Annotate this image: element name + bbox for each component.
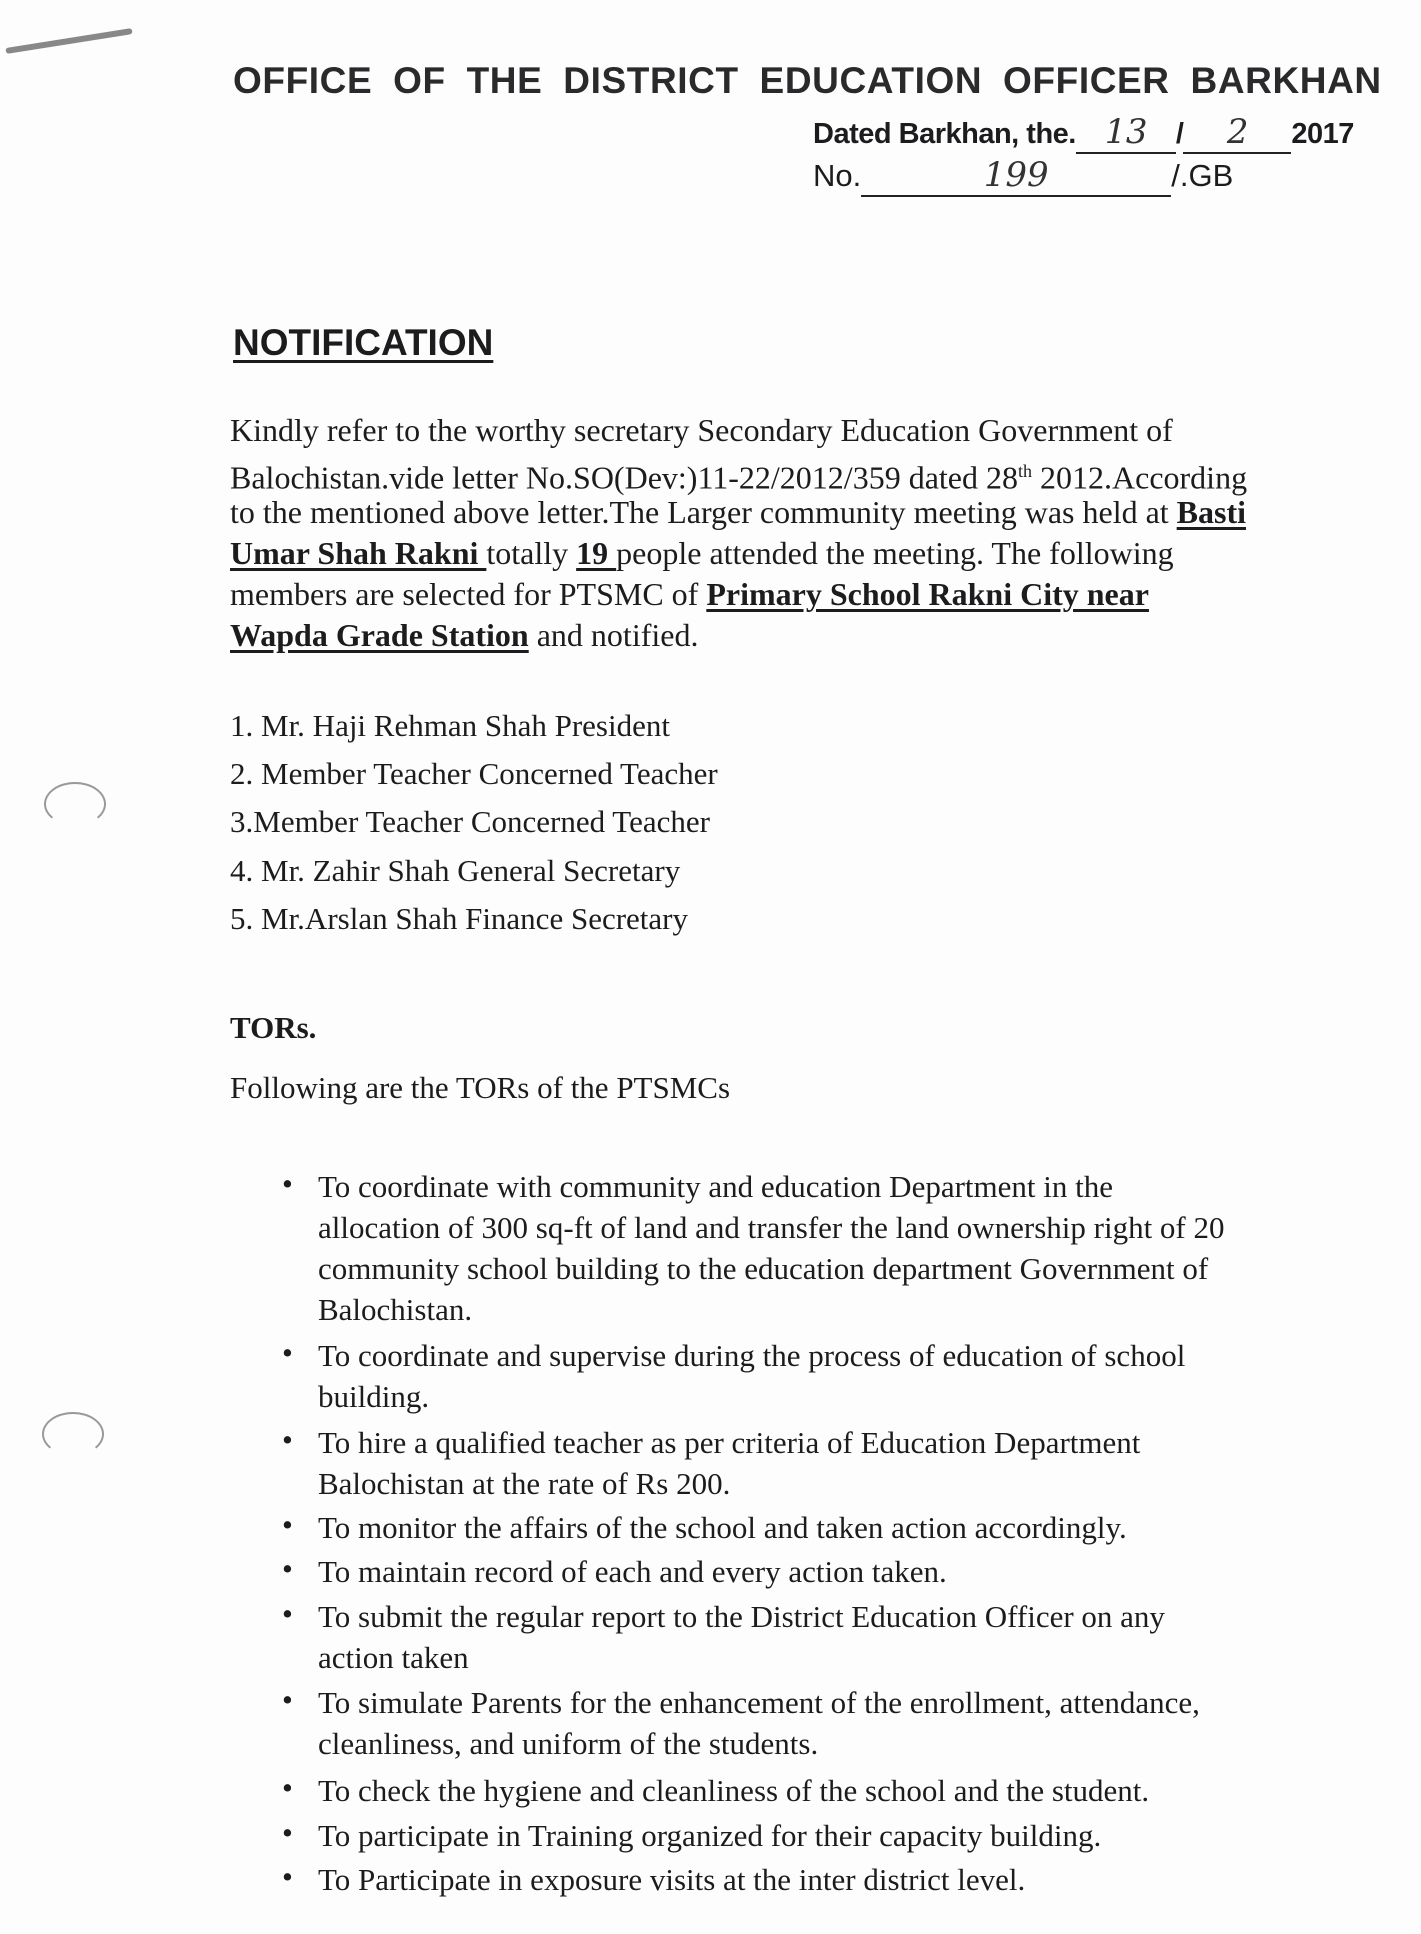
- bullet-icon: •: [282, 1770, 293, 1805]
- tor-item-line: To participate in Training organized for their capacity building.: [318, 1818, 1102, 1853]
- superscript: th: [1017, 461, 1032, 481]
- number-line: [813, 155, 1233, 197]
- number-value: 199: [861, 155, 1171, 197]
- tor-item-line: To coordinate and supervise during the process of education of school: [318, 1338, 1186, 1373]
- tor-item-line: To check the hygiene and cleanliness of the school and the student.: [318, 1773, 1150, 1808]
- tor-item-line: cleanliness, and uniform of the students.: [318, 1726, 819, 1761]
- text: to the mentioned above letter.The Larger community meeting was held at: [230, 494, 1177, 530]
- tor-item-line: To coordinate with community and education Department in the: [318, 1169, 1113, 1204]
- text: members are selected for PTSMC of: [230, 576, 707, 612]
- tor-item-line: building.: [318, 1379, 430, 1414]
- member-item: 4. Mr. Zahir Shah General Secretary: [230, 853, 681, 888]
- office-heading: OFFICE OF THE DISTRICT EDUCATION OFFICER BARKHAN: [233, 60, 1382, 101]
- date-separator: /: [1175, 118, 1184, 150]
- text: 2012.According: [1032, 459, 1248, 496]
- attendee-count: 19: [576, 535, 617, 571]
- paragraph-line: [230, 574, 1149, 615]
- paragraph-line: Kindly refer to the worthy secretary Secondary Education Government of: [230, 412, 1173, 448]
- day-value: 13: [1076, 112, 1176, 154]
- member-item: 2. Member Teacher Concerned Teacher: [230, 756, 718, 791]
- paragraph-line: [230, 615, 698, 656]
- venue-name: Basti: [1176, 494, 1247, 530]
- bullet-icon: •: [282, 1682, 293, 1717]
- staple-mark: [5, 28, 132, 54]
- bullet-icon: •: [282, 1596, 293, 1631]
- tor-item-line: Balochistan.: [318, 1292, 473, 1327]
- punch-hole: [44, 782, 106, 826]
- dated-line: [813, 112, 1354, 154]
- text: and notified.: [528, 617, 699, 653]
- number-suffix: /.GB: [1171, 158, 1234, 193]
- tors-intro: Following are the TORs of the PTSMCs: [230, 1070, 731, 1105]
- tor-item-line: To monitor the affairs of the school and taken action accordingly.: [318, 1510, 1127, 1545]
- tor-item-line: Balochistan at the rate of Rs 200.: [318, 1466, 731, 1501]
- bullet-icon: •: [282, 1335, 293, 1370]
- tors-heading: TORs.: [230, 1010, 317, 1045]
- tor-item-line: To maintain record of each and every action taken.: [318, 1554, 947, 1589]
- tor-item-line: To simulate Parents for the enhancement of the enrollment, attendance,: [318, 1685, 1200, 1720]
- tor-item-line: allocation of 300 sq-ft of land and transfer the land ownership right of 20: [318, 1210, 1225, 1245]
- member-item: 1. Mr. Haji Rehman Shah President: [230, 708, 670, 743]
- tor-item-line: To Participate in exposure visits at the inter district level.: [318, 1862, 1026, 1897]
- tor-item-line: community school building to the education department Government of: [318, 1251, 1209, 1286]
- school-name: Primary School Rakni City near: [706, 576, 1149, 612]
- tor-item-line: action taken: [318, 1640, 469, 1675]
- bullet-icon: •: [282, 1551, 293, 1586]
- number-label: No.: [813, 158, 862, 193]
- punch-hole: [42, 1412, 104, 1456]
- text: Balochistan.vide letter No.SO(Dev:)11-22/2012/359 dated 28: [230, 459, 1018, 496]
- bullet-icon: •: [282, 1166, 293, 1201]
- tor-item-line: To hire a qualified teacher as per criteria of Education Department: [318, 1425, 1141, 1460]
- year-value: 2017: [1291, 118, 1354, 150]
- month-value: 2: [1183, 112, 1291, 154]
- dated-label: Dated Barkhan, the.: [813, 118, 1076, 150]
- bullet-icon: •: [282, 1507, 293, 1542]
- member-item: 3.Member Teacher Concerned Teacher: [230, 804, 710, 839]
- member-item: 5. Mr.Arslan Shah Finance Secretary: [230, 901, 688, 936]
- bullet-icon: •: [282, 1859, 293, 1894]
- school-name: Wapda Grade Station: [230, 617, 529, 653]
- text: people attended the meeting. The following: [616, 535, 1174, 571]
- venue-name: Umar Shah Rakni: [230, 535, 487, 571]
- bullet-icon: •: [282, 1422, 293, 1457]
- text: totally: [486, 535, 577, 571]
- paragraph-line: [230, 492, 1246, 533]
- paragraph-line: [230, 533, 1174, 574]
- tor-item-line: To submit the regular report to the District Education Officer on any: [318, 1599, 1165, 1634]
- page-title: NOTIFICATION: [233, 322, 494, 363]
- bullet-icon: •: [282, 1815, 293, 1850]
